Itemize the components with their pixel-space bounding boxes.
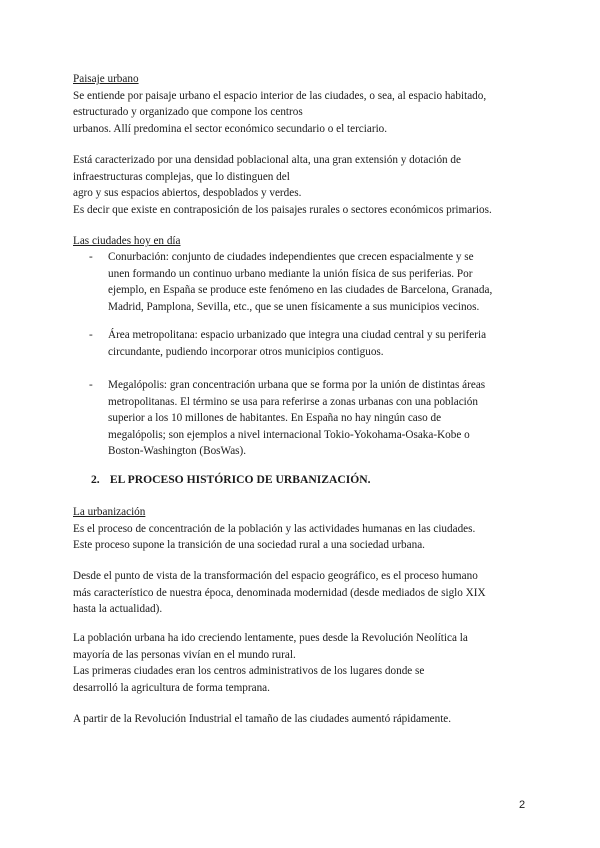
paragraph-industrial	[73, 711, 538, 728]
list-item-line: ejemplo, en España se produce este fenómeno en las ciudades de Barcelona, Granada,	[108, 284, 493, 297]
paragraph-line: infraestructuras complejas, que lo distinguen del	[73, 170, 290, 183]
list-item-line: unen formando un continuo urbano mediante la unión física de sus periferias. Por	[108, 267, 473, 280]
paragraph-line: estructurado y organizado que compone los centros	[73, 106, 303, 119]
paragraph-transformacion	[73, 568, 538, 618]
paragraph-line: desarrolló la agricultura de forma temprana.	[73, 681, 270, 694]
paragraph-line: La población urbana ha ido creciendo lentamente, pues desde la Revolución Neolítica la	[73, 632, 468, 644]
list-item-conurbacion	[89, 249, 529, 319]
paragraph-line: agro y sus espacios abiertos, despoblados y verdes.	[73, 187, 302, 200]
paragraph-line: Está caracterizado por una densidad poblacional alta, una gran extensión y dotación de	[73, 154, 461, 166]
heading-number: 2.	[91, 473, 100, 486]
list-item-line: Madrid, Pamplona, Sevilla, etc., que se unen físicamente a sus municipios vecinos.	[108, 300, 480, 313]
bullet-dash: -	[89, 379, 93, 391]
paragraph-line: más característico de nuestra época, denominada modernidad (desde mediados de siglo XIX	[73, 586, 486, 599]
paragraph-line: Es decir que existe en contraposición de los paisajes rurales o sectores económicos primarios.	[73, 203, 492, 216]
paragraph-line: Se entiende por paisaje urbano el espacio interior de las ciudades, o sea, al espacio habitado,	[73, 89, 487, 102]
paragraph-line: Es el proceso de concentración de la población y las actividades humanas en las ciudades.	[73, 522, 476, 535]
heading-text: EL PROCESO HISTÓRICO DE URBANIZACIÓN.	[109, 473, 371, 486]
section-title: Las ciudades hoy en día	[73, 235, 181, 247]
list-item-text	[108, 327, 532, 360]
list-item-line: Área metropolitana: espacio urbanizado que integra una ciudad central y su periferia	[108, 329, 487, 341]
paragraph-line: hasta la actualidad).	[73, 603, 163, 616]
paragraph-line: Desde el punto de vista de la transformación del espacio geográfico, es el proceso humano	[73, 570, 478, 582]
section-heading	[91, 472, 371, 489]
section-title: La urbanización	[73, 506, 146, 518]
paragraph-line: Este proceso supone la transición de una sociedad rural a una sociedad urbana.	[73, 539, 425, 552]
bullet-dash: -	[89, 251, 93, 263]
list-item-line: circundante, pudiendo incorporar otros municipios contiguos.	[108, 345, 384, 358]
list-item-line: Megalópolis: gran concentración urbana que se forma por la unión de distintas áreas	[108, 379, 486, 391]
list-item-line: megalópolis; son ejemplos a nivel internacional Tokio-Yokohama-Osaka-Kobe o	[108, 428, 470, 441]
paragraph-caracterizado	[73, 152, 538, 218]
list-item-line: metropolitanas. El término se usa para referirse a zonas urbanas con una población	[108, 395, 478, 408]
paragraph-poblacion	[73, 630, 538, 696]
paragraph-line: urbanos. Allí predomina el sector económico secundario o el terciario.	[73, 122, 388, 135]
paragraph-line: mayoría de las personas vivían en el mundo rural.	[73, 648, 296, 661]
section-ciudades-title	[73, 233, 538, 250]
section-paisaje-urbano	[73, 71, 538, 137]
paragraph-line: A partir de la Revolución Industrial el tamaño de las ciudades aumentó rápidamente.	[73, 713, 452, 725]
section-title: Paisaje urbano	[73, 73, 139, 85]
list-item-megalopolis	[89, 377, 529, 463]
list-item-line: superior a los 10 millones de habitantes. En España no hay ningún caso de	[108, 412, 442, 425]
bullet-dash: -	[89, 329, 93, 341]
list-item-text	[108, 249, 532, 315]
page-number: 2	[519, 799, 526, 811]
list-item-area-metropolitana	[89, 327, 529, 363]
list-item-line: Boston-Washington (BosWas).	[108, 445, 247, 458]
list-item-line: Conurbación: conjunto de ciudades independientes que crecen espacialmente y se	[108, 251, 474, 263]
section-urbanizacion	[73, 504, 538, 554]
paragraph-line: Las primeras ciudades eran los centros administrativos de los lugares donde se	[73, 665, 425, 678]
list-item-text	[108, 377, 532, 460]
